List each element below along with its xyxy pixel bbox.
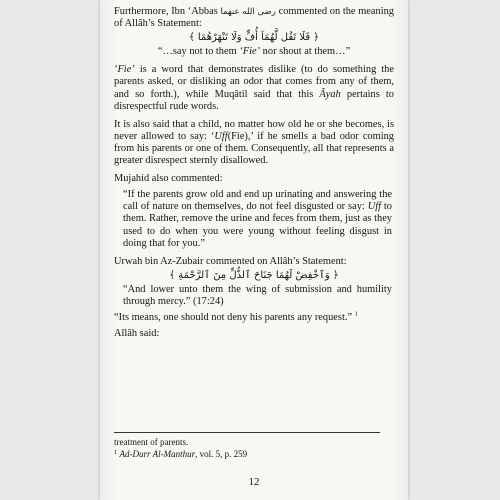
paragraph-ibn-abbas: Furthermore, Ibn ‘Abbas رضى الله عنهما commented on the meaning of Allâh’s Statement: xyxy=(114,6,394,30)
page-number: 12 xyxy=(248,476,260,488)
footnote-1: $^1$ Ad-Durr Al-Manthur, vol. 5, p. 259 xyxy=(114,449,248,459)
footnote-continued: treatment of parents. xyxy=(114,437,189,447)
paragraph-request: “Its means, one should not deny his parents any request.” $^1$ xyxy=(114,310,358,324)
footnote-divider xyxy=(114,432,380,433)
paragraph-uff: It is also said that a child, no matter how old he or she becomes, is never allowed to say: ‘Uff(Fie),’ if he smells a bad odor coming from his parents or one of them. Consequently, all that represents a greater disrespect sternly disallowed. xyxy=(114,118,394,167)
verse-translation-1: “…say not to them ‘Fie’ nor shout at them…” xyxy=(157,46,351,58)
verse-translation-2: “And lower unto them the wing of submission and humility through mercy.” (17:24) xyxy=(123,283,392,307)
quote-mujahid: “If the parents grow old and end up urinating and answering the call of nature on themselves, do not feel disgusted or say: Uff to them. Rather, remove the urine and feces from them, just as they used to do when you were young without feeling disgust in doing that for you.” xyxy=(123,189,392,249)
book-page xyxy=(100,0,408,500)
paragraph-fie-definition: ‘Fie’ is a word that demonstrates dislike (to do something the parents asked, or disliking an odor that comes from any of them, and so forth.), while Muqâtil said that this Âyah pertains to disrespectful rude words. xyxy=(114,64,394,112)
paragraph-urwah: Urwah bin Az-Zubair commented on Allâh’s Statement: xyxy=(114,255,347,267)
quran-verse-arabic-1: ﴿ فَلَا تَقُل لَّهُمَآ أُفٍّ وَلَا تَنْهَرْهُمَا ﴾ xyxy=(188,32,320,44)
paragraph-allah-said: Allâh said: xyxy=(114,328,160,340)
arabic-honorific: رضى الله عنهما xyxy=(220,7,276,17)
page-body xyxy=(114,6,394,340)
quran-verse-arabic-2: ﴿ وَٱخْفِضْ لَهُمَا جَنَاحَ ٱلذُّلِّ مِنَ ٱلرَّحْمَةِ ﴾ xyxy=(169,269,339,281)
footnote-reference[interactable]: 1 xyxy=(354,310,358,318)
paragraph-mujahid: Mujahid also commented: xyxy=(114,173,223,185)
